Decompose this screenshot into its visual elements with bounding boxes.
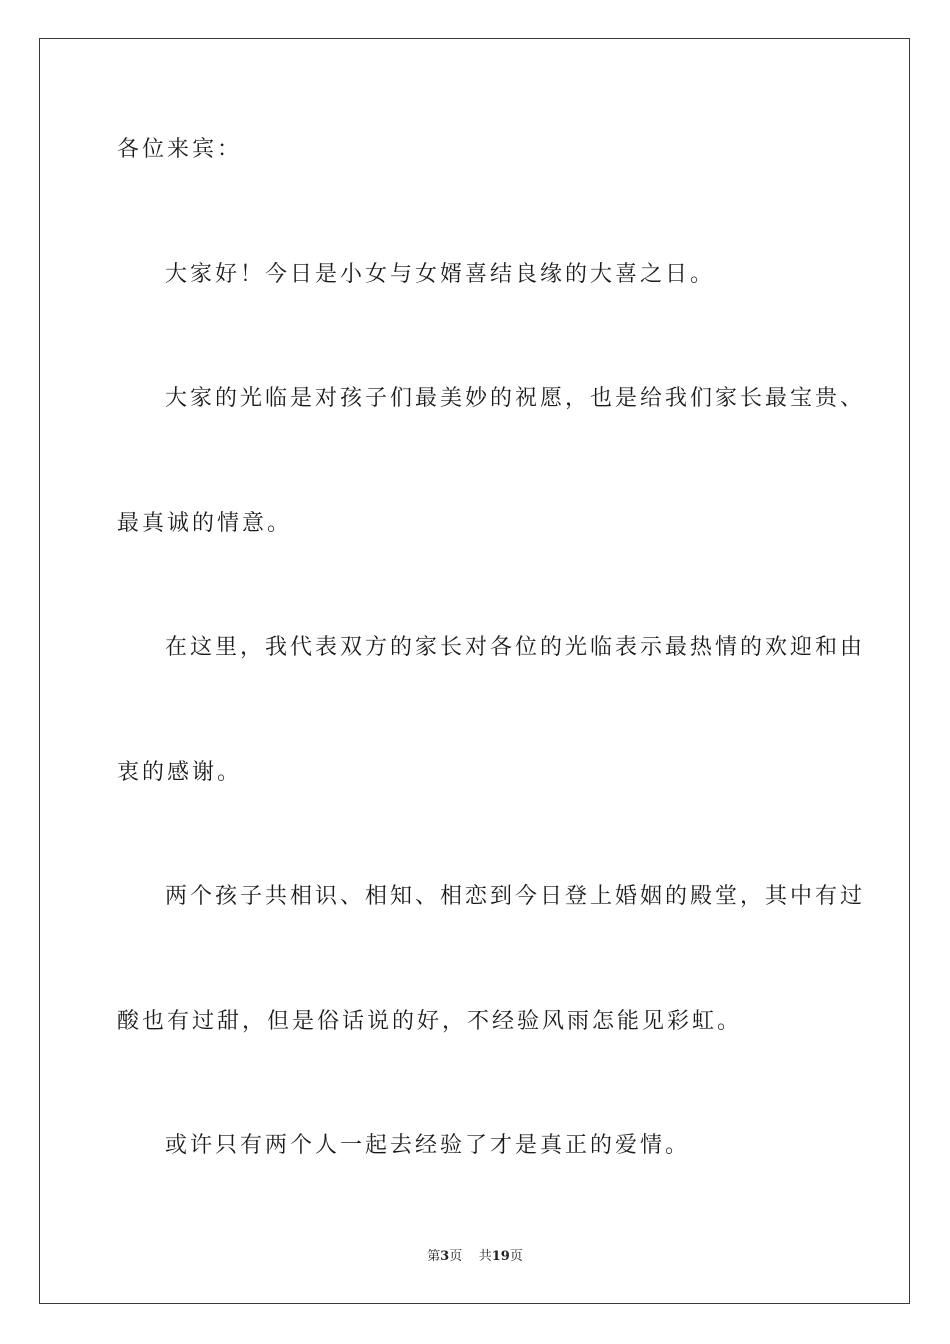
salutation-line: 各位来宾： [117, 137, 243, 162]
total-pages-number: 19 [491, 1249, 510, 1264]
current-page-number: 3 [440, 1249, 450, 1264]
total-suffix: 页 [509, 1249, 523, 1264]
page-footer [0, 1248, 950, 1266]
paragraph-line: 两个孩子共相识、相知、相恋到今日登上婚姻的殿堂，其中有过 [165, 884, 866, 909]
paragraph-line: 衷的感谢。 [117, 760, 243, 785]
page-border [39, 38, 910, 1304]
paragraph-line: 大家好！今日是小女与女婿喜结良缘的大喜之日。 [165, 262, 716, 287]
paragraph-line: 最真诚的情意。 [117, 511, 293, 536]
total-prefix: 共 [478, 1249, 492, 1264]
paragraph-line: 或许只有两个人一起去经验了才是真正的爱情。 [165, 1133, 691, 1158]
paragraph-line: 酸也有过甜，但是俗话说的好，不经验风雨怎能见彩虹。 [117, 1009, 743, 1034]
page-suffix: 页 [449, 1249, 463, 1264]
page-prefix: 第 [427, 1249, 441, 1264]
paragraph-line: 在这里，我代表双方的家长对各位的光临表示最热情的欢迎和由 [165, 635, 866, 660]
paragraph-line: 大家的光临是对孩子们最美妙的祝愿，也是给我们家长最宝贵、 [165, 386, 866, 411]
